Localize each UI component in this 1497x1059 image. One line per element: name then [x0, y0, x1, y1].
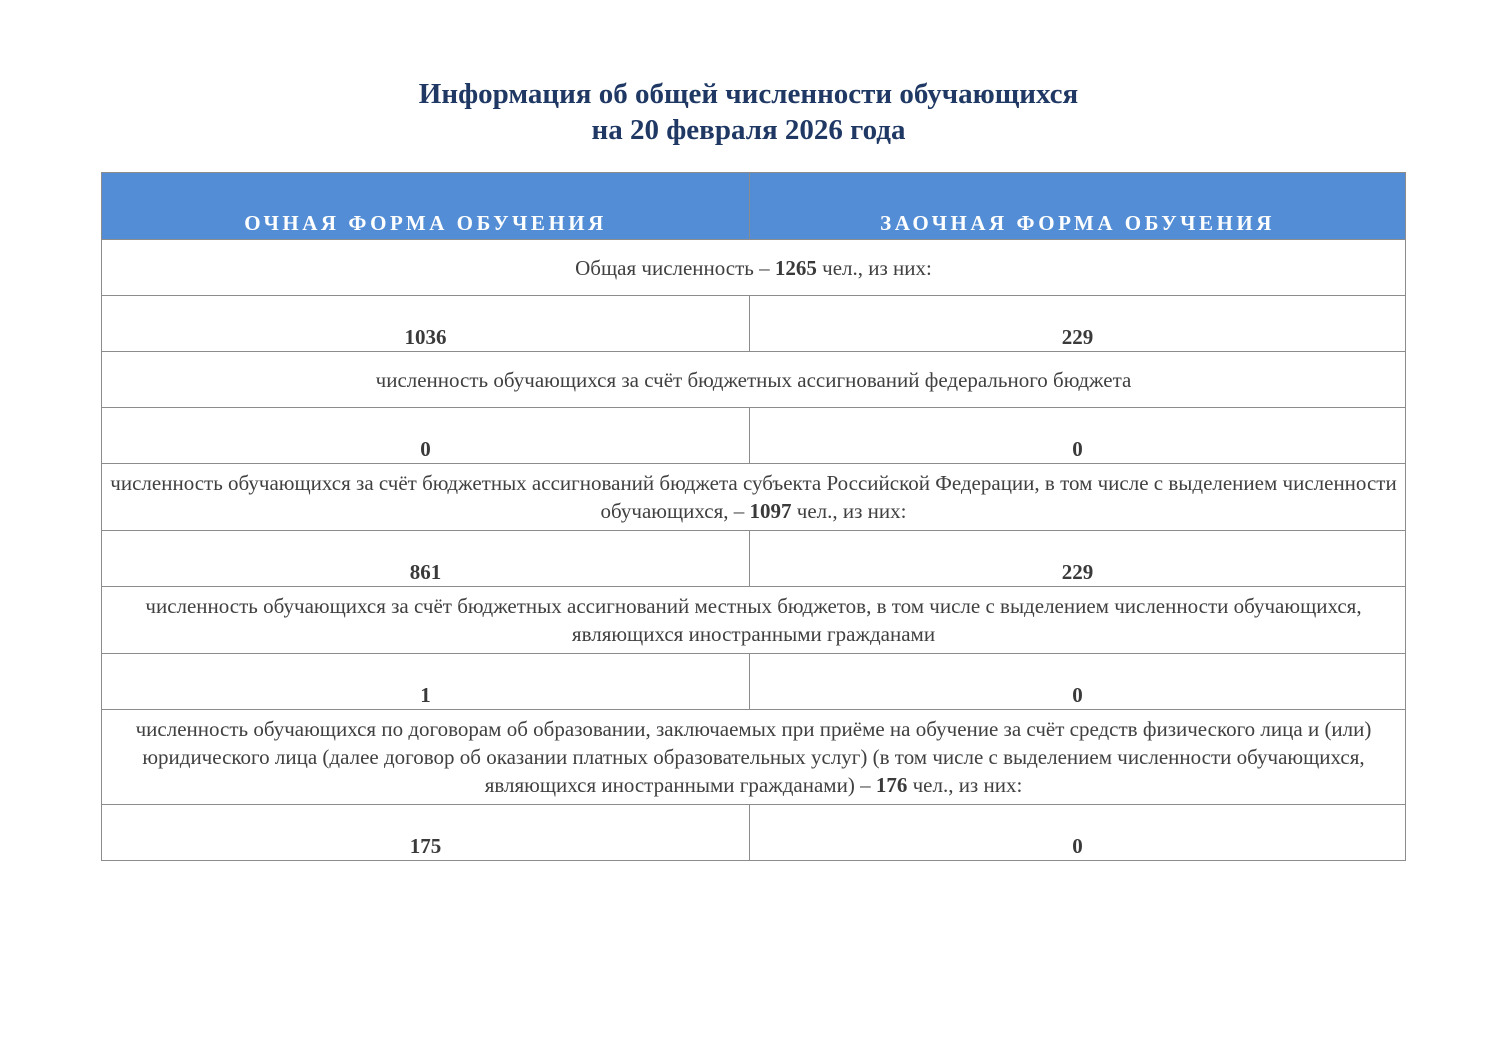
section-description-row	[102, 464, 1406, 531]
value-part-time: 229	[750, 296, 1406, 352]
section-values-row	[102, 296, 1406, 352]
value-full-time: 1036	[102, 296, 750, 352]
header-part-time: ЗАОЧНАЯ ФОРМА ОБУЧЕНИЯ	[750, 173, 1406, 240]
section-description	[102, 710, 1406, 805]
description-text: численность обучающихся за счёт бюджетных ассигнований бюджета субъекта Российской Федерации, в том числе с выделением численности обучающихся, –	[110, 471, 1397, 523]
value-full-time: 1	[102, 654, 750, 710]
value-part-time: 229	[750, 531, 1406, 587]
description-text: численность обучающихся по договорам об образовании, заключаемых при приёме на обучение за счёт средств физического лица и (или) юридического лица (далее договор об оказании платных образовательных услуг) (в том числе с выделением численности обучающихся, являющихся иностранными гражданами) –	[135, 717, 1372, 797]
value-part-time: 0	[750, 805, 1406, 861]
description-text: численность обучающихся за счёт бюджетных ассигнований федерального бюджета	[375, 367, 1132, 392]
description-suffix: чел., из них:	[816, 255, 932, 280]
section-description-row	[102, 352, 1406, 408]
section-description-row	[102, 710, 1406, 805]
section-values-row	[102, 531, 1406, 587]
section-description	[102, 587, 1406, 654]
value-part-time: 0	[750, 654, 1406, 710]
description-total: 1265	[774, 255, 817, 280]
description-suffix: чел., из них:	[907, 773, 1023, 797]
description-text: Общая численность –	[575, 255, 775, 280]
description-suffix: чел., из них:	[791, 499, 907, 523]
description-total: 1097	[749, 499, 792, 523]
section-description	[102, 464, 1406, 531]
page-title	[0, 76, 1497, 148]
value-part-time: 0	[750, 408, 1406, 464]
value-full-time: 175	[102, 805, 750, 861]
students-table	[101, 172, 1406, 861]
description-text: численность обучающихся за счёт бюджетных ассигнований местных бюджетов, в том числе с выделением численности обучающихся, являющихся иностранными гражданами	[145, 594, 1362, 646]
header-full-time: ОЧНАЯ ФОРМА ОБУЧЕНИЯ	[102, 173, 750, 240]
section-values-row	[102, 805, 1406, 861]
title-line-1: Информация об общей численности обучающихся	[418, 78, 1079, 110]
table-header-row	[102, 173, 1406, 240]
section-description-row	[102, 240, 1406, 296]
description-total: 176	[875, 773, 908, 797]
section-description	[102, 352, 1406, 408]
section-description	[102, 240, 1406, 296]
value-full-time: 861	[102, 531, 750, 587]
section-description-row	[102, 587, 1406, 654]
value-full-time: 0	[102, 408, 750, 464]
section-values-row	[102, 654, 1406, 710]
title-line-2: на 20 февраля 2026 года	[591, 114, 906, 146]
section-values-row	[102, 408, 1406, 464]
